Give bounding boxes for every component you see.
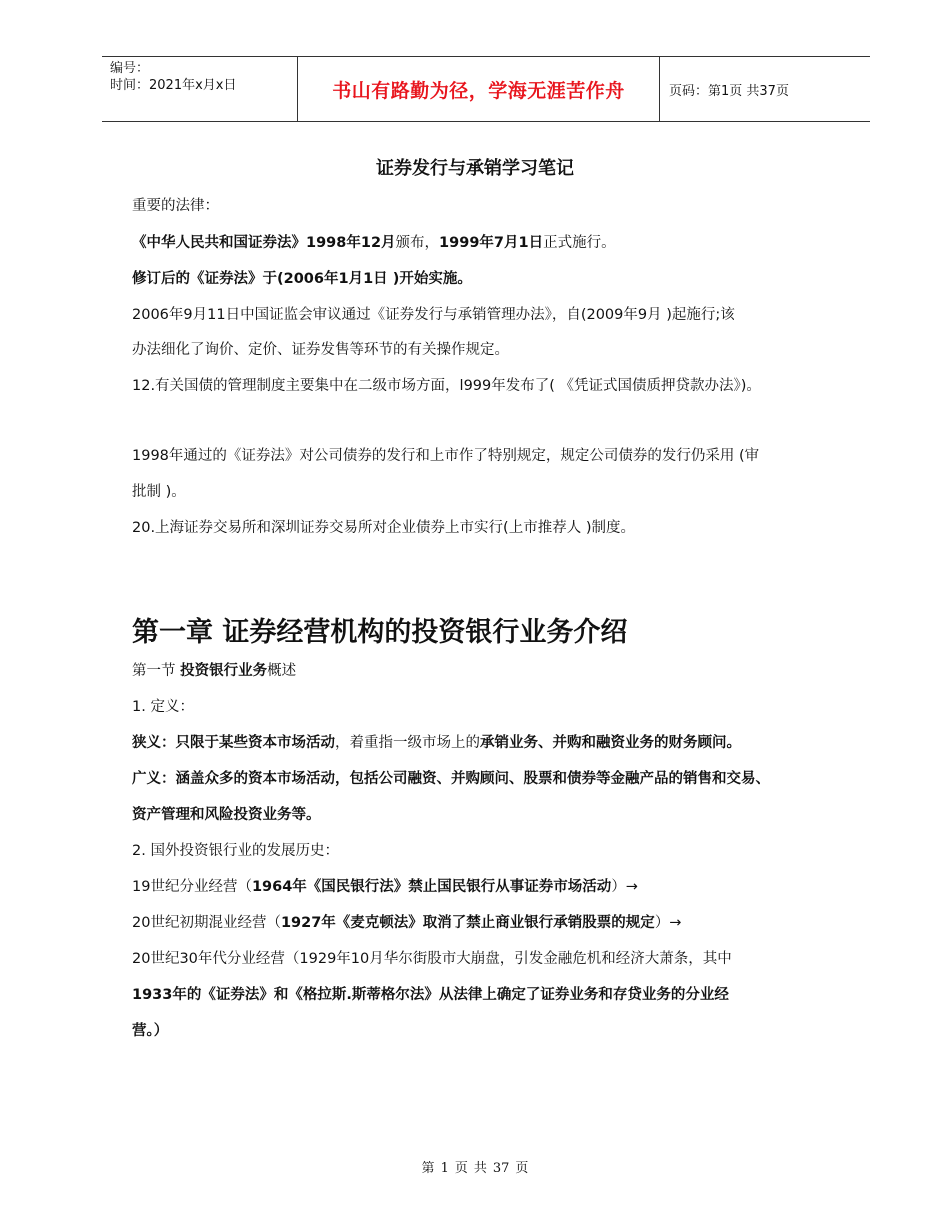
paragraph-exchange-listing: 20.上海证券交易所和深圳证券交易所对企业债券上市实行(上市推荐人 )制度。	[132, 520, 635, 536]
paragraph-important-laws: 重要的法律：	[132, 198, 219, 214]
broad-definition-line2: 资产管理和风险投资业务等。	[132, 807, 321, 823]
document-date: 时间：2021年x月x日	[110, 78, 237, 93]
narrow-definition: 狭义：只限于某些资本市场活动，着重指一级市场上的承销业务、并购和融资业务的财务顾问。	[132, 735, 741, 751]
header-motto: 书山有路勤为径，学海无涯苦作舟	[332, 79, 625, 102]
paragraph-issuance-rules-line2: 办法细化了询价、定价、证券发售等环节的有关操作规定。	[132, 342, 509, 358]
broad-definition-line1: 广义：涵盖众多的资本市场活动，包括公司融资、并购顾问、股票和债券等金融产品的销售和交易、	[132, 771, 770, 787]
paragraph-revised-law: 修订后的《证券法》于(2006年1月1日 )开始实施。	[132, 271, 472, 287]
footer-page-number: 1	[440, 1161, 449, 1176]
history-early-20th-century: 20世纪初期混业经营（1927年《麦克顿法》取消了禁止商业银行承销股票的规定）→	[132, 915, 682, 931]
history-19th-century: 19世纪分业经营（1964年《国民银行法》禁止国民银行从事证券市场活动）→	[132, 879, 638, 895]
history-1930s-line2: 1933年的《证券法》和《格拉斯.斯蒂格尔法》从法律上确定了证券业务和存贷业务的分业经	[132, 987, 729, 1003]
section-heading: 第一节 投资银行业务概述	[132, 663, 297, 679]
history-label: 2. 国外投资银行业的发展历史：	[132, 843, 339, 859]
footer-total-pages: 37	[492, 1161, 510, 1176]
header-meta-cell	[102, 57, 298, 121]
document-title: 证券发行与承销学习笔记	[376, 158, 574, 179]
history-1930s-line3: 营。）	[132, 1023, 169, 1039]
header-table	[102, 56, 870, 122]
paragraph-corporate-bonds-line2: 批制 )。	[132, 484, 186, 500]
header-motto-cell	[298, 57, 660, 121]
definition-label: 1. 定义：	[132, 699, 194, 715]
document-body	[132, 196, 852, 1041]
paragraph-issuance-rules-line1: 2006年9月11日中国证监会审议通过《证券发行与承销管理办法》，自(2009年9月 )起施行;该	[132, 307, 735, 323]
header-page-cell	[660, 57, 870, 121]
page-footer: 第 1 页 共 37 页	[421, 1161, 529, 1176]
paragraph-corporate-bonds-line1: 1998年通过的《证券法》对公司债券的发行和上市作了特别规定，规定公司债券的发行仍采用 (审	[132, 448, 760, 464]
paragraph-securities-law: 《中华人民共和国证券法》1998年12月颁布，1999年7月1日正式施行。	[132, 235, 616, 251]
chapter-title: 第一章 证券经营机构的投资银行业务介绍	[132, 617, 628, 648]
document-number-label: 编号：	[110, 61, 150, 76]
paragraph-treasury-bonds: 12.有关国债的管理制度主要集中在二级市场方面，l999年发布了( 《凭证式国债质押贷款办法》)。	[132, 378, 761, 394]
header-page-info: 页码：第1页 共37页	[669, 83, 789, 99]
history-1930s-line1: 20世纪30年代分业经营（1929年10月华尔街股市大崩盘，引发金融危机和经济大萧条，其中	[132, 951, 732, 967]
